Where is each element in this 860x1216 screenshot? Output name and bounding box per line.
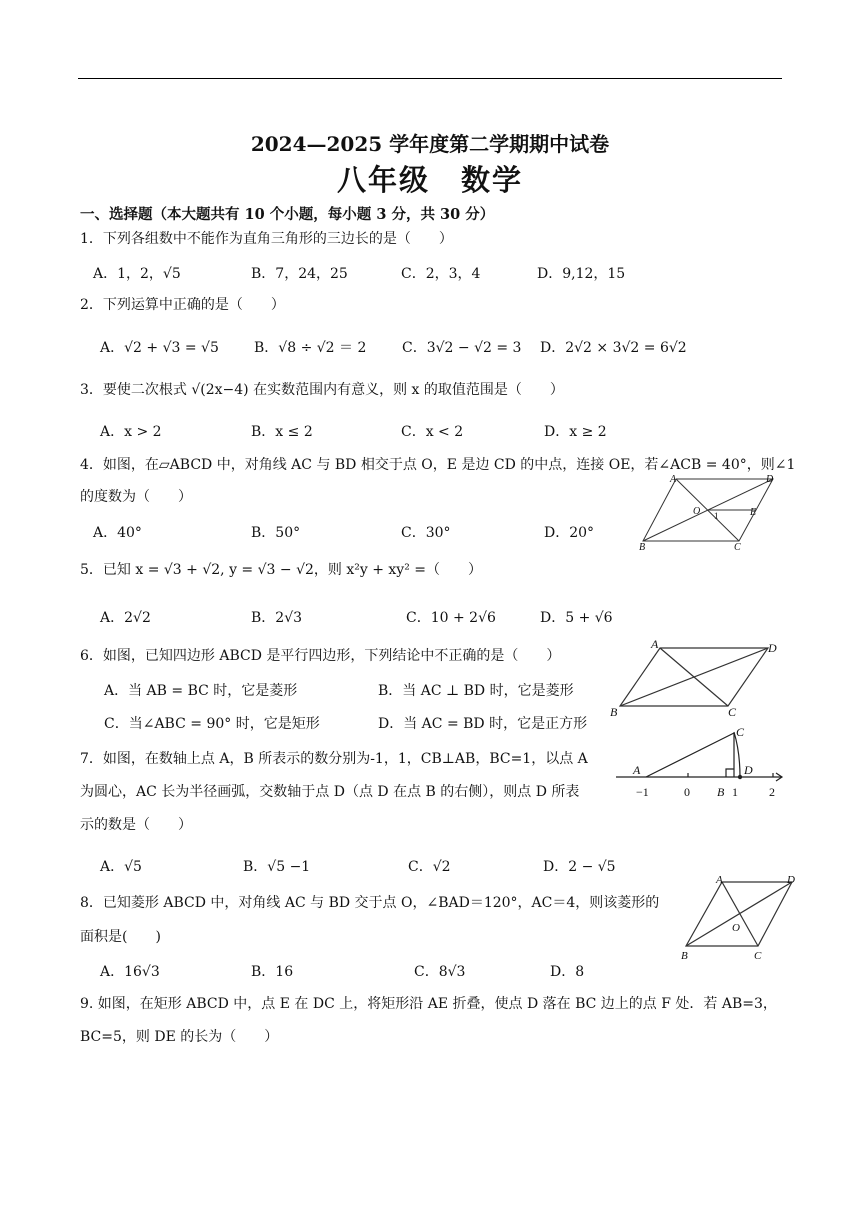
question-3-stem: 3．要使二次根式 √(2x−4) 在实数范围内有意义，则 x 的取值范围是（ ） <box>80 382 564 398</box>
q7-right-angle-mark <box>726 769 734 777</box>
header-rule <box>78 78 782 79</box>
question-8-stem-line2: 面积是( ) <box>80 929 161 945</box>
q7-tick-label-1: 1 <box>732 785 738 799</box>
q7-option-b: B．√5 −1 <box>243 859 311 875</box>
q3-option-d: D．x ≥ 2 <box>544 424 607 440</box>
q7-label-a: A <box>633 763 641 777</box>
q8-option-a: A．16√3 <box>100 964 160 980</box>
q3-option-a: A．x > 2 <box>100 424 162 440</box>
q8-figure <box>672 870 812 962</box>
q6-option-c: C．当∠ABC = 90° 时，它是矩形 <box>104 716 320 732</box>
q6-label-a: A <box>651 637 659 651</box>
q4-label-angle1: 1 <box>714 511 719 521</box>
q4-label-a: A <box>670 474 677 485</box>
q6-option-b: B．当 AC ⊥ BD 时，它是菱形 <box>378 683 574 699</box>
question-7-stem-line3: 示的数是（ ） <box>80 817 192 833</box>
q4-option-b: B．50° <box>251 525 301 541</box>
q1-option-d: D．9,12，15 <box>537 266 626 282</box>
q8-option-b: B．16 <box>251 964 294 980</box>
subject-title: 八年级 数学 <box>336 163 523 197</box>
q5-option-d: D．5 + √6 <box>540 610 613 626</box>
q2-option-c: C．3√2 − √2 = 3 <box>402 340 522 356</box>
q7-label-d: D <box>744 763 753 777</box>
q7-segment-ac <box>646 733 734 777</box>
question-4-stem-line2: 的度数为（ ） <box>80 489 192 505</box>
question-9-stem-line1: 9. 如图，在矩形 ABCD 中，点 E 在 DC 上，将矩形沿 AE 折叠，使点 D 落在 BC 边上的点 F 处．若 AB=3， <box>80 996 777 1012</box>
q4-option-c: C．30° <box>401 525 451 541</box>
q1-option-b: B．7，24，25 <box>251 266 348 282</box>
q7-tick-label-neg1: −1 <box>636 785 649 799</box>
q2-option-b: B．√8 ÷ √2 ＝ 2 <box>254 340 367 356</box>
q6-figure <box>608 636 788 720</box>
q7-option-d: D．2 − √5 <box>543 859 616 875</box>
q4-label-c: C <box>734 542 741 552</box>
q4-figure <box>630 470 790 552</box>
q7-label-b: B <box>717 785 725 799</box>
q2-option-a: A．√2 + √3 = √5 <box>100 340 219 356</box>
q8-option-c: C．8√3 <box>414 964 466 980</box>
q7-tick-label-2: 2 <box>769 785 775 799</box>
question-2-stem: 2．下列运算中正确的是（ ） <box>80 297 285 313</box>
q3-option-c: C．x < 2 <box>401 424 464 440</box>
q8-label-c: C <box>754 950 762 962</box>
q1-option-c: C．2，3，4 <box>401 266 481 282</box>
question-5-stem: 5．已知 x = √3 + √2, y = √3 − √2，则 x²y + xy² =（ ） <box>80 562 482 578</box>
q7-tick-label-0: 0 <box>684 785 690 799</box>
q5-option-b: B．2√3 <box>251 610 303 626</box>
q5-option-a: A．2√2 <box>100 610 151 626</box>
q6-diagonal-bd <box>620 648 768 706</box>
question-1-stem: 1．下列各组数中不能作为直角三角形的三边长的是（ ） <box>80 231 453 247</box>
question-8-stem-line1: 8．已知菱形 ABCD 中，对角线 AC 与 BD 交于点 O，∠BAD＝120°，AC＝4，则该菱形的 <box>80 895 660 911</box>
q1-option-a: A．1，2，√5 <box>93 266 181 282</box>
q6-option-d: D．当 AC = BD 时，它是正方形 <box>378 716 588 732</box>
q4-option-a: A．40° <box>93 525 142 541</box>
q8-label-d: D <box>787 874 795 886</box>
q7-option-c: C．√2 <box>408 859 451 875</box>
q8-label-b: B <box>681 950 688 962</box>
q4-label-o: O <box>693 506 701 517</box>
q7-label-c: C <box>736 725 745 739</box>
q8-option-d: D．8 <box>550 964 585 980</box>
q4-label-b: B <box>639 542 646 552</box>
q5-option-c: C．10 + 2√6 <box>406 610 496 626</box>
q8-diagonal-bd <box>686 882 792 946</box>
exam-title: 2024—2025 学年度第二学期期中试卷 <box>250 132 610 156</box>
q4-label-e: E <box>750 507 757 518</box>
q4-option-d: D．20° <box>544 525 595 541</box>
q6-label-c: C <box>728 705 737 719</box>
question-6-stem: 6．如图，已知四边形 ABCD 是平行四边形，下列结论中不正确的是（ ） <box>80 648 561 664</box>
q6-option-a: A．当 AB = BC 时，它是菱形 <box>104 683 298 699</box>
question-9-stem-line2: BC=5，则 DE 的长为（ ） <box>80 1029 279 1045</box>
q8-label-o: O <box>732 922 740 934</box>
q8-label-a: A <box>716 874 723 886</box>
q2-option-d: D．2√2 × 3√2 = 6√2 <box>540 340 687 356</box>
q6-label-b: B <box>610 705 618 719</box>
q4-label-d: D <box>766 474 774 485</box>
q7-number-line-figure <box>612 722 792 800</box>
q7-option-a: A．√5 <box>100 859 142 875</box>
q6-label-d: D <box>768 641 777 655</box>
question-7-stem-line1: 7．如图，在数轴上点 A，B 所表示的数分别为-1，1，CB⊥AB，BC=1，以点 A <box>80 751 588 767</box>
q3-option-b: B．x ≤ 2 <box>251 424 313 440</box>
section-heading: 一、选择题（本大题共有 10 个小题，每小题 3 分，共 30 分） <box>80 206 495 223</box>
question-4-stem-line1: 4．如图，在▱ABCD 中，对角线 AC 与 BD 相交于点 O，E 是边 CD 的中点，连接 OE，若∠ACB = 40°，则∠1 <box>80 457 796 473</box>
q7-point-d <box>738 775 742 779</box>
question-7-stem-line2: 为圆心，AC 长为半径画弧，交数轴于点 D（点 D 在点 B 的右侧），则点 D 所表 <box>80 784 580 800</box>
